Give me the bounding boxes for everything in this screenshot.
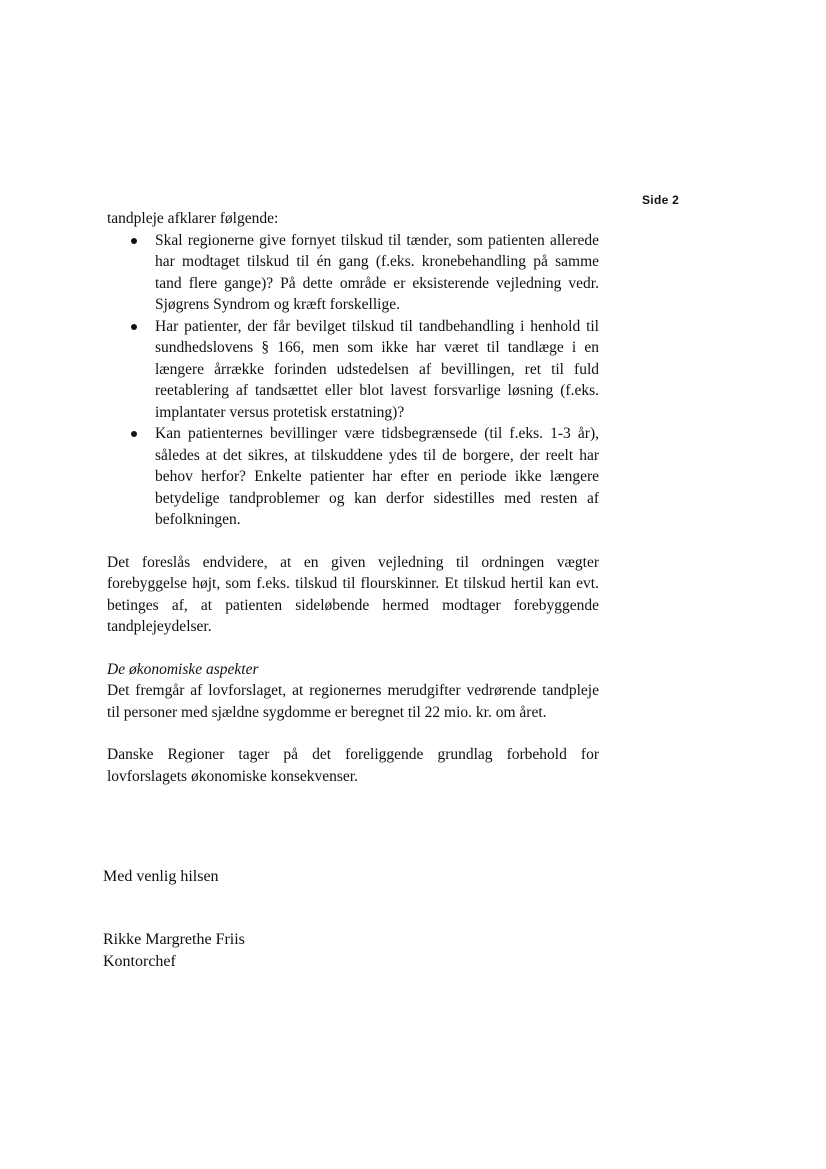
prevention-paragraph: Det foreslås endvidere, at en given vejledning til ordningen vægter forebyggelse højt, som f.eks. tilskud til flourskinner. Et tilskud hertil kan evt. betinges af, at patienten sideløbende hermed modtager forebyggende tandplejeydelser. xyxy=(107,553,599,635)
bullet-icon xyxy=(131,324,137,330)
bullet-icon xyxy=(131,238,137,244)
list-item xyxy=(155,316,599,424)
signer-name: Rikke Margrethe Friis xyxy=(103,931,245,948)
closing-text: Med venlig hilsen xyxy=(103,868,219,885)
list-item xyxy=(155,423,599,531)
list-item xyxy=(155,230,599,316)
bullet-icon xyxy=(131,431,137,437)
letter-body xyxy=(107,208,599,787)
section-heading: De økonomiske aspekter xyxy=(107,660,259,678)
reservation-paragraph: Danske Regioner tager på det foreliggende grundlag forbehold for lovforslagets økonomiske konsekvenser. xyxy=(107,746,599,785)
list-item-text: Skal regionerne give fornyet tilskud til tænder, som patienten allerede har modtaget tilskud til én gang (f.eks. kronebehandling på samme tand flere gange)? På dette område er eksisterende vejledning vedr. Sjøgrens Syndrom og kræft forskellige. xyxy=(155,231,599,313)
economy-paragraph: Det fremgår af lovforslaget, at regionernes merudgifter vedrørende tandpleje til personer med sjældne sygdomme er beregnet til 22 mio. kr. om året. xyxy=(107,682,599,721)
question-list xyxy=(107,230,599,531)
list-item-text: Har patienter, der får bevilget tilskud til tandbehandling i henhold til sundhedslovens § 166, men som ikke har været til tandlæge i en længere årrække forinden udstedelsen af bevillingen, ret til fuld reetablering af tandsættet eller blot lavest forsvarlige løsning (f.eks. implantater versus protetisk erstatning)? xyxy=(155,317,599,421)
intro-line: tandpleje afklarer følgende: xyxy=(107,210,279,227)
closing xyxy=(103,866,219,888)
signer-title: Kontorchef xyxy=(103,953,176,970)
list-item-text: Kan patienternes bevillinger være tidsbegrænsede (til f.eks. 1-3 år), således at det sikres, at tilskuddene ydes til de borgere, der reelt har behov herfor? Enkelte patienter har efter en periode ikke længere betydelige tandproblemer og kan derfor sidestilles med resten af befolkningen. xyxy=(155,425,599,528)
page-number: Side 2 xyxy=(642,193,680,207)
signature-block xyxy=(103,929,245,973)
